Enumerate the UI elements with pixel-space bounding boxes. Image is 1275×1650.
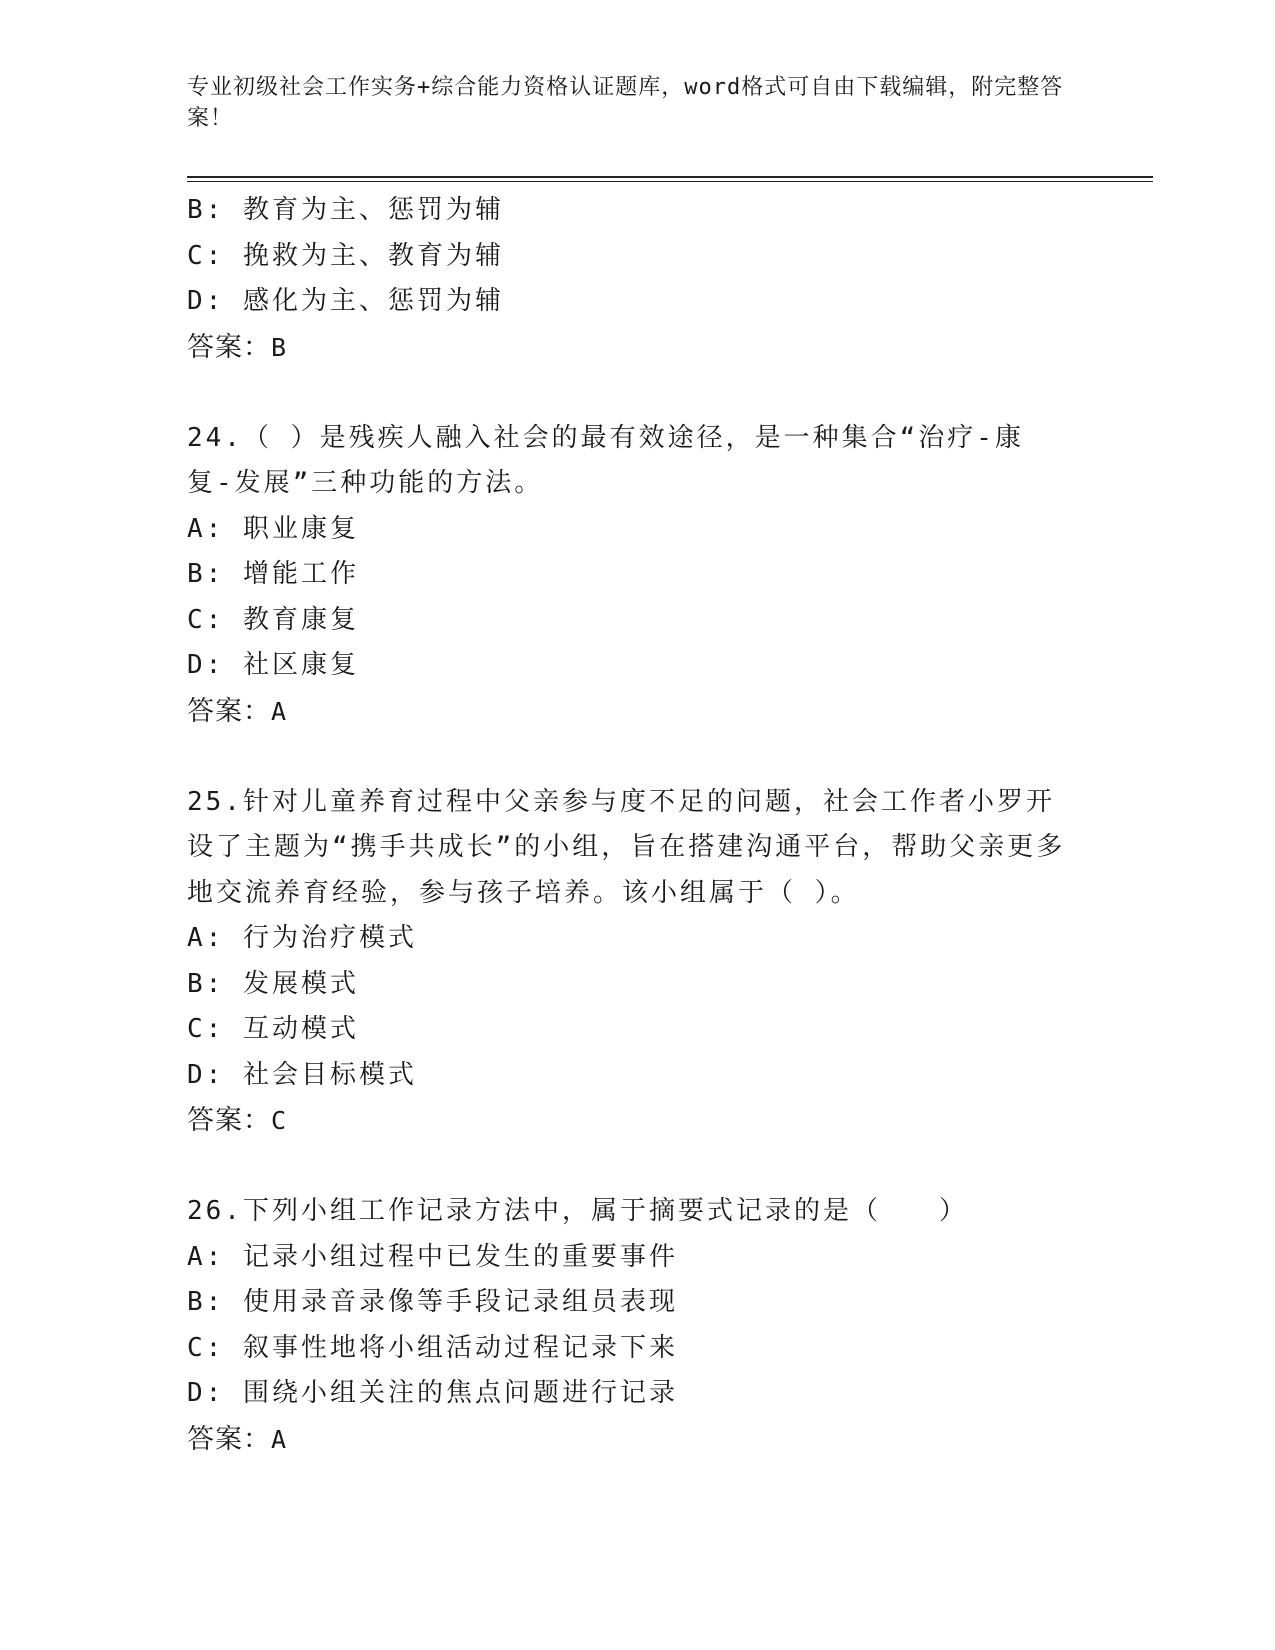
option-d: D: 社区康复 — [187, 650, 359, 680]
option-c: C: 互动模式 — [187, 1014, 359, 1044]
answer: 答案：B — [187, 331, 288, 362]
option-d: D: 围绕小组关注的焦点问题进行记录 — [187, 1378, 678, 1408]
answer: 答案：C — [187, 1105, 288, 1135]
question-25 — [187, 780, 1087, 1144]
answer: 答案：A — [187, 695, 288, 726]
prev-question-tail — [187, 188, 1087, 370]
option-a: A: 职业康复 — [187, 513, 359, 544]
option-c: C: 挽救为主、教育为辅 — [187, 240, 504, 271]
question-24 — [187, 416, 1087, 735]
question-list — [187, 188, 1087, 1462]
option-a: A: 行为治疗模式 — [187, 923, 417, 953]
option-d: D: 社会目标模式 — [187, 1059, 417, 1090]
option-d: D: 感化为主、惩罚为辅 — [187, 286, 504, 316]
question-stem: 24.（ ）是残疾人融入社会的最有效途径，是一种集合“治疗-康复-发展”三种功能的方法。 — [187, 422, 1024, 498]
question-stem: 25.针对儿童养育过程中父亲参与度不足的问题，社会工作者小罗开设了主题为“携手共成长”的小组，旨在搭建沟通平台，帮助父亲更多地交流养育经验，参与孩子培养。该小组属于（ ）。 — [187, 786, 1066, 908]
answer: 答案：A — [187, 1423, 288, 1454]
header-note: 专业初级社会工作实务+综合能力资格认证题库，word格式可自由下载编辑，附完整答案！ — [187, 75, 1064, 131]
header-divider — [187, 176, 1153, 178]
question-26 — [187, 1189, 1087, 1462]
option-c: C: 教育康复 — [187, 604, 359, 635]
option-a: A: 记录小组过程中已发生的重要事件 — [187, 1241, 678, 1272]
header-divider-thin — [187, 181, 1153, 182]
option-b: B: 使用录音录像等手段记录组员表现 — [187, 1287, 678, 1317]
option-c: C: 叙事性地将小组活动过程记录下来 — [187, 1332, 678, 1363]
question-stem: 26.下列小组工作记录方法中，属于摘要式记录的是（ ） — [187, 1196, 968, 1226]
option-b: B: 教育为主、惩罚为辅 — [187, 195, 504, 225]
option-b: B: 发展模式 — [187, 968, 359, 999]
option-b: B: 增能工作 — [187, 559, 359, 589]
